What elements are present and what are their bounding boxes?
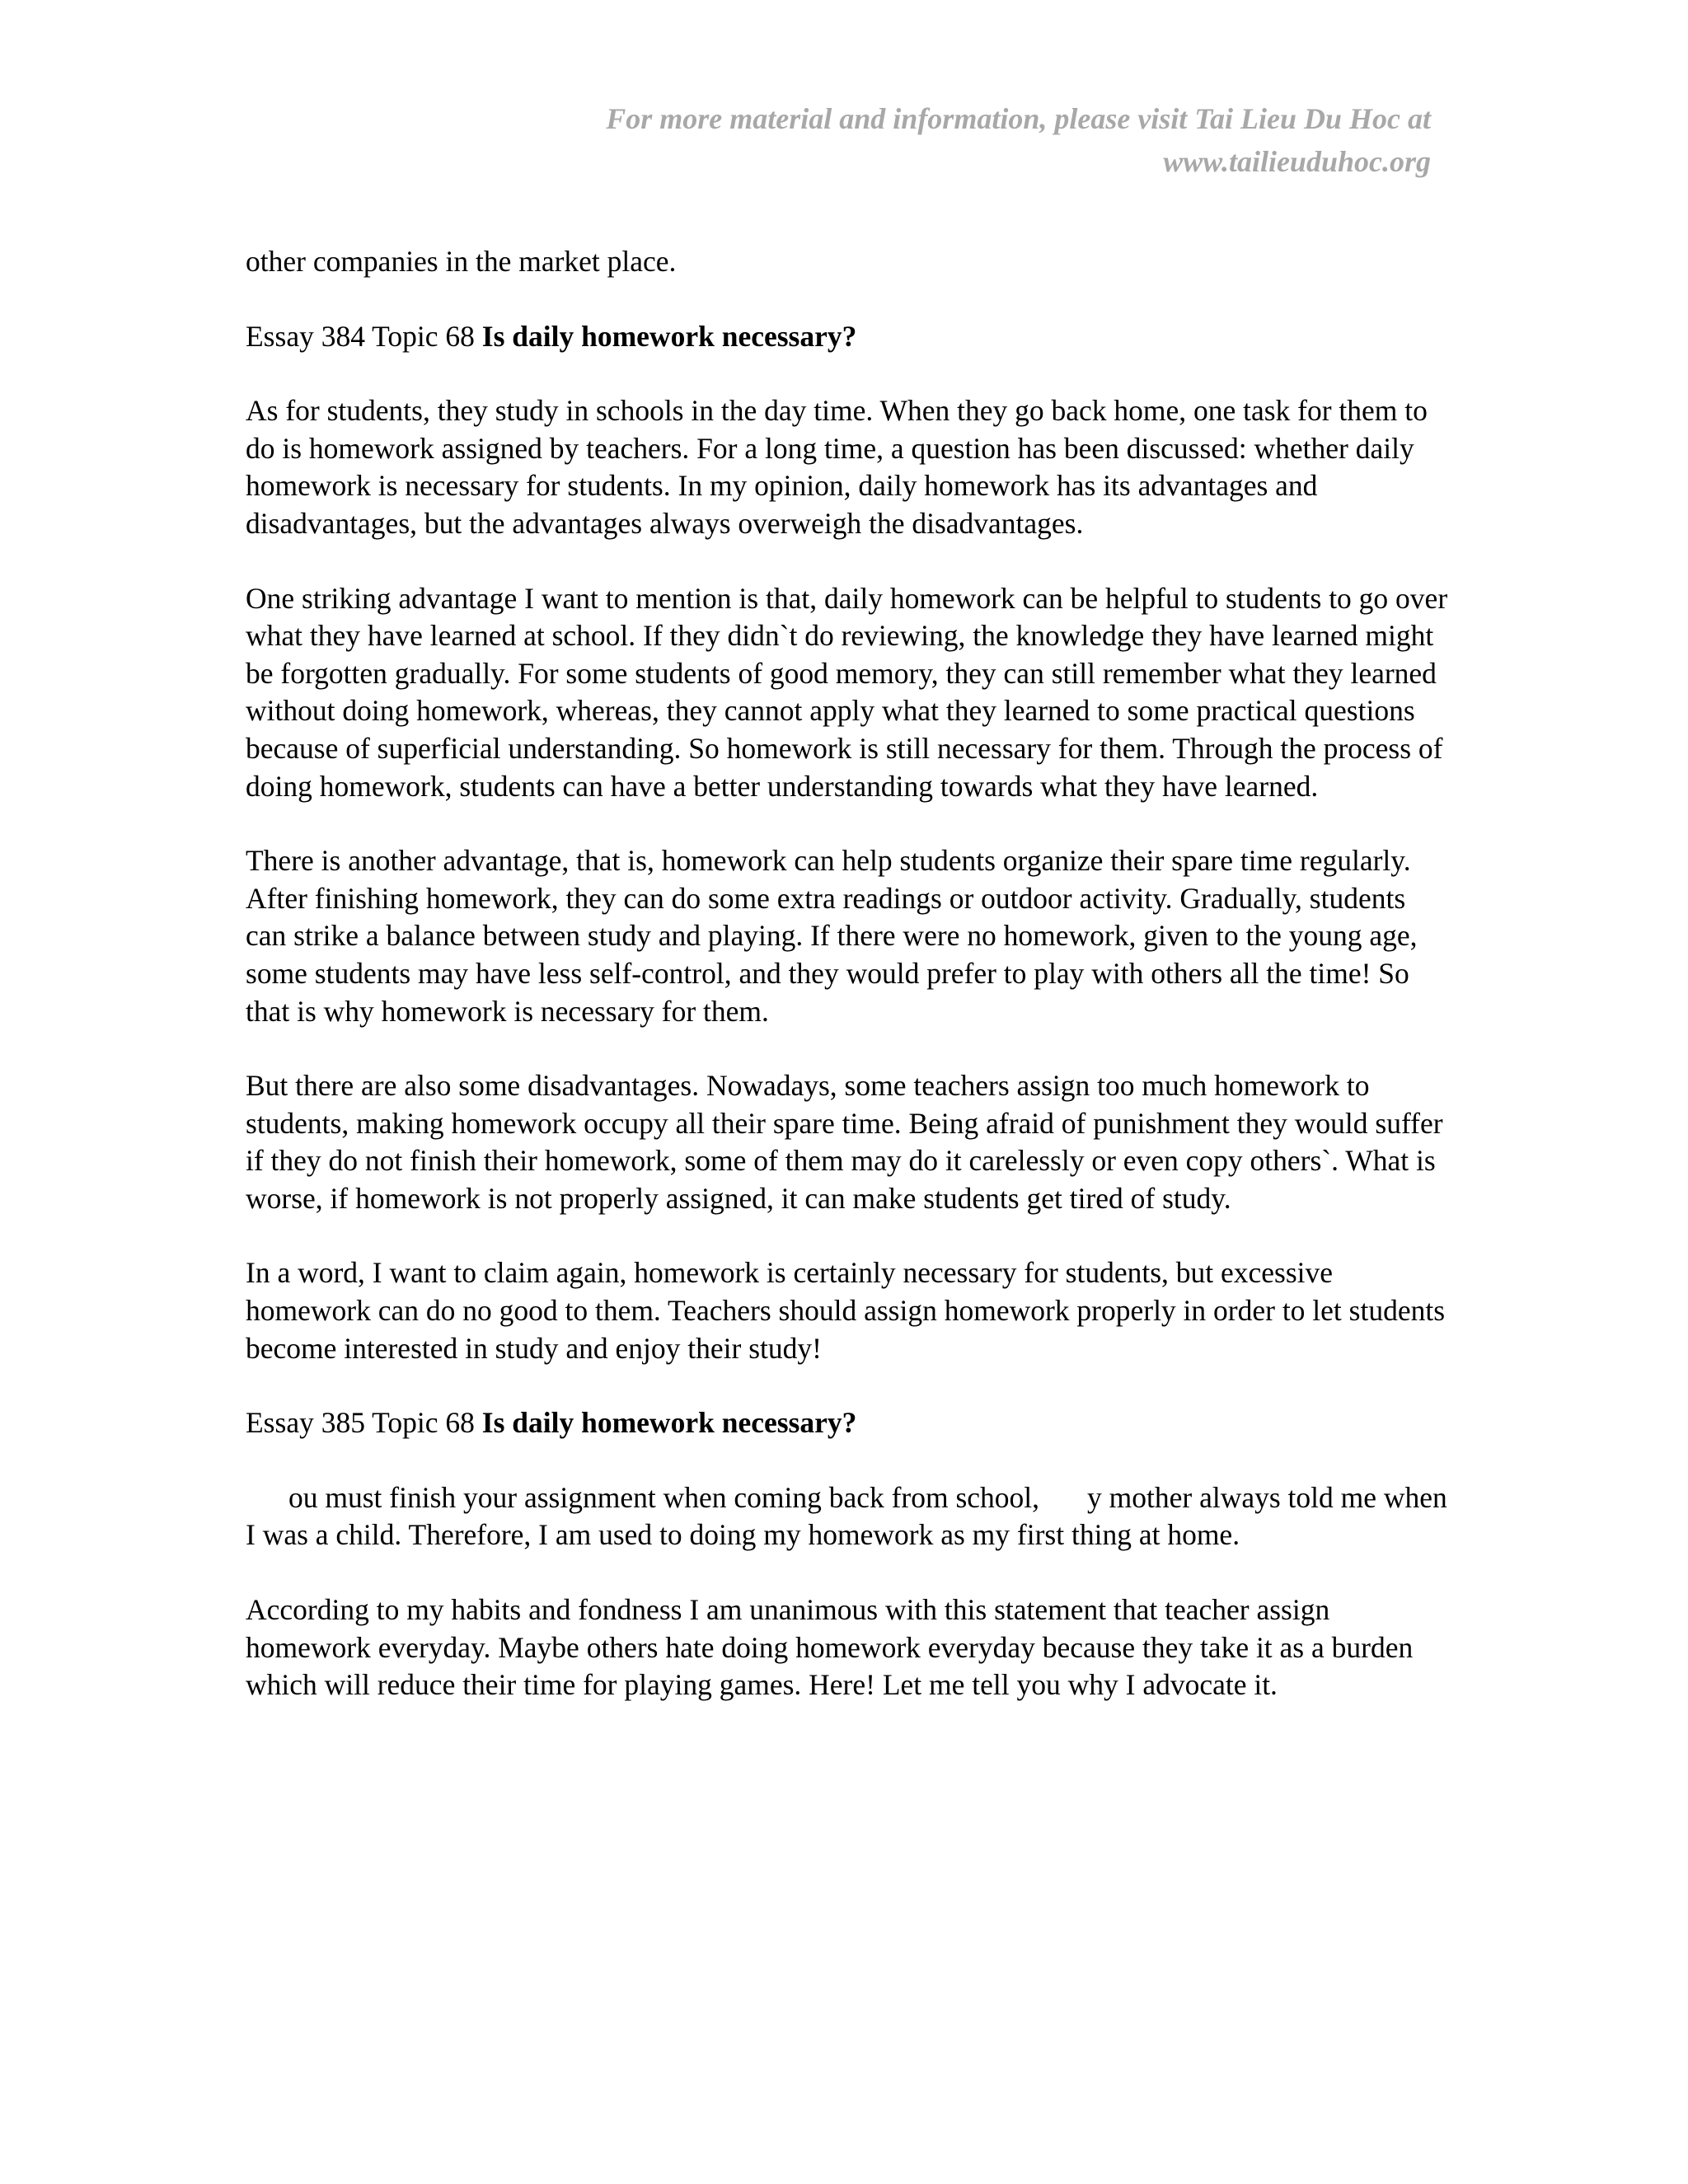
paragraph: One striking advantage I want to mention is that, daily homework can be helpful to students to go over what they have learned at school. If they didn`t do reviewing, the knowledge they have learned might be forgotten gradually. For some students of good memory, they can still remember what they learned without doing homework, whereas, they cannot apply what they learned to some practical questions because of superficial understanding. So homework is still necessary for them. Through the process of doing homework, students can have a better understanding towards what they have learned.	[246, 581, 1448, 803]
essay-label: Essay 385 Topic 68	[246, 1406, 482, 1440]
paragraph: As for students, they study in schools in the day time. When they go back home, one task for them to do is homework assigned by teachers. For a long time, a question has been discussed: whether daily homework is necessary for students. In my opinion, daily homework has its advantages and disadvantages, but the advantages always overweigh the disadvantages.	[246, 394, 1428, 540]
paragraph: There is another advantage, that is, homework can help students organize their spare time regularly. After finishing homework, they can do some extra readings or outdoor activity. Gradually, students can strike a balance between study and playing. If there were no homework, given to the young age, some students may have less self-control, and they would prefer to play with others all the time! So that is why homework is necessary for them.	[246, 844, 1418, 1028]
essay-title: Is daily homework necessary?	[481, 319, 857, 353]
document-body	[246, 243, 1449, 1741]
paragraph: According to my habits and fondness I am unanimous with this statement that teacher assign homework everyday. Maybe others hate doing homework everyday because they take it as a burden which will reduce their time for playing games. Here! Let me tell you why I advocate it.	[246, 1593, 1414, 1702]
paragraph-fragment: y mother always told me when I was a child. Therefore, I am used to doing my homework as my first thing at home.	[246, 1480, 1447, 1552]
paragraph-fragment: ou must finish your assignment when coming back from school,	[288, 1480, 1040, 1514]
essay-label: Essay 384 Topic 68	[246, 319, 482, 353]
page-header	[359, 97, 1431, 183]
essay-heading	[246, 318, 1449, 356]
essay-title: Is daily homework necessary?	[481, 1406, 857, 1440]
continuation-text: other companies in the market place.	[246, 245, 677, 278]
essay-heading	[246, 1404, 1449, 1442]
paragraph: In a word, I want to claim again, homework is certainly necessary for students, but excessive homework can do no good to them. Teachers should assign homework properly in order to let students become interested in study and enjoy their study!	[246, 1256, 1446, 1365]
header-line-2: www.tailieuduhoc.org	[1163, 145, 1431, 178]
header-line-1: For more material and information, please visit Tai Lieu Du Hoc at	[606, 102, 1431, 135]
paragraph: But there are also some disadvantages. Nowadays, some teachers assign too much homework to students, making homework occupy all their spare time. Being afraid of punishment they would suffer if they do not finish their homework, some of them may do it carelessly or even copy others`. What is worse, if homework is not properly assigned, it can make students get tired of study.	[246, 1069, 1443, 1215]
paragraph	[246, 1479, 1449, 1554]
